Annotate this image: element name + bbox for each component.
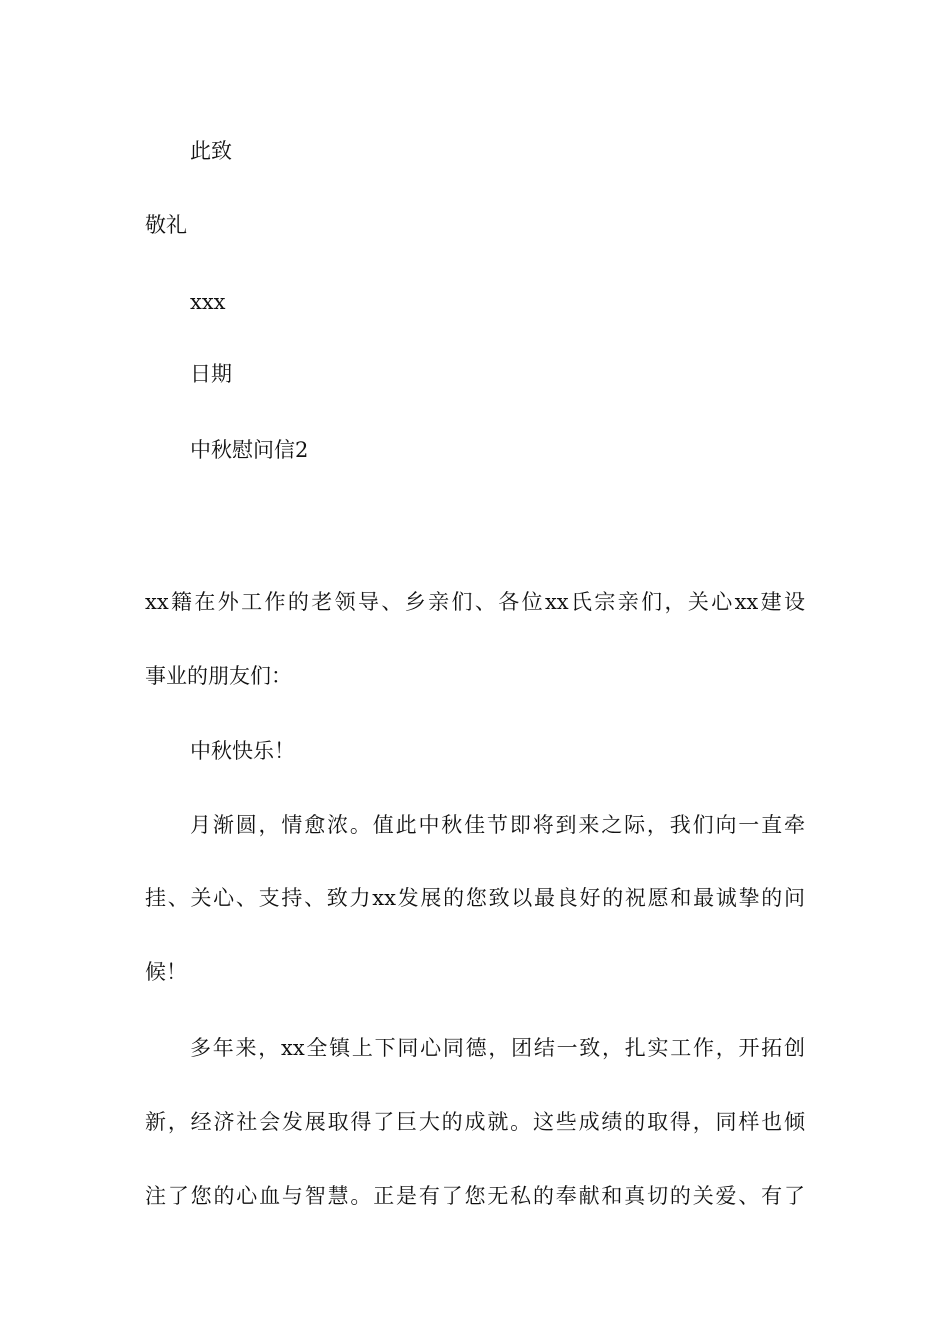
recipient-line: 事业的朋友们： [145,664,292,688]
closing-salute-cizhi: 此致 [190,139,232,163]
closing-salute-jingli: 敬礼 [145,213,187,237]
signer-name: xxx [190,290,226,314]
paragraph-line: 月渐圆，情愈浓。值此中秋佳节即将到来之际，我们向一直牵 [190,813,805,837]
letter-title: 中秋慰问信2 [190,438,309,462]
letter-date: 日期 [190,362,232,386]
paragraph-line: 多年来，xx全镇上下同心同德，团结一致，扎实工作，开拓创 [190,1036,805,1060]
paragraph-line: 注了您的心血与智慧。正是有了您无私的奉献和真切的关爱、有了 [145,1184,805,1208]
paragraph-line: 新，经济社会发展取得了巨大的成就。这些成绩的取得，同样也倾 [145,1110,805,1134]
recipient-line: xx籍在外工作的老领导、乡亲们、各位xx氏宗亲们，关心xx建设 [145,590,805,614]
greeting-line: 中秋快乐！ [190,739,295,763]
paragraph-line: 候！ [145,960,187,984]
paragraph-line: 挂、关心、支持、致力xx发展的您致以最良好的祝愿和最诚挚的问 [145,886,805,910]
